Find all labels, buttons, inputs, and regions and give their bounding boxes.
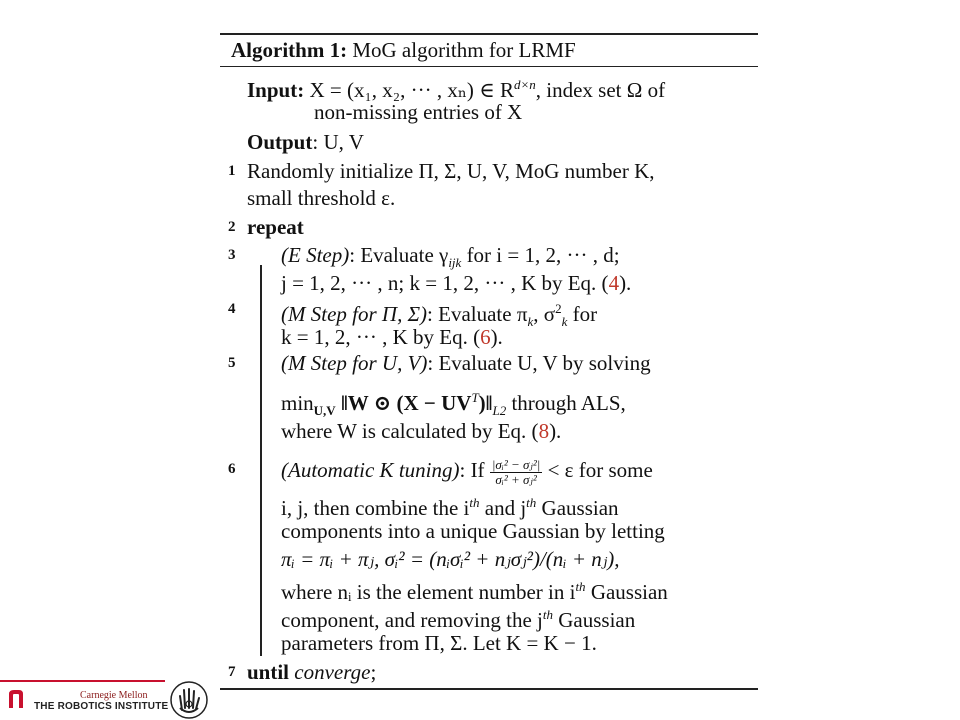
step-6-text-2: i, j, then combine the i	[281, 496, 470, 520]
eq-ref-4[interactable]: 4	[608, 271, 620, 295]
step-4-text: : Evaluate π	[427, 302, 528, 326]
output-label: Output	[247, 130, 313, 154]
step-5-close: ).	[549, 419, 562, 443]
input-line-1: Input: X = (x₁, x₂, ··· , xₙ) ∈ $R^{d\times n}$, index set Ω of	[247, 77, 666, 102]
semicolon: ;	[370, 660, 377, 684]
step-4-sub-sigma: k	[561, 314, 568, 330]
cmu-logo-bar	[0, 680, 165, 682]
fraction-denominator: σᵢ² + σⱼ²	[495, 471, 537, 487]
bottom-rule	[220, 688, 758, 690]
step-6-text-6: component, and removing the j	[281, 608, 543, 632]
cmu-logo-icon	[6, 688, 26, 710]
norm-sub: L2	[492, 403, 507, 419]
step-6-and: and j	[484, 496, 527, 520]
step-3-label: (E Step)	[281, 243, 350, 267]
transpose-sup: T	[471, 390, 479, 405]
step-5-text: : Evaluate U, V by solving	[427, 351, 651, 375]
step-1-line-2: small threshold ε.	[247, 186, 396, 210]
step-3-line-2	[281, 271, 631, 295]
step-6-line-6	[281, 603, 635, 632]
step-5-line-1	[281, 351, 651, 375]
step-6-line-2	[281, 491, 619, 520]
step-3-text-3: j = 1, 2, ··· , n; k = 1, 2, ··· , K by Eq. (	[281, 271, 609, 295]
th-sup-1: th	[469, 495, 480, 510]
step-6-gauss-2: Gaussian	[590, 580, 668, 604]
output-text: : U, V	[312, 130, 364, 154]
step-6-cond: < ε for some	[547, 458, 653, 482]
input-text: X = (x₁, x₂, ··· , xₙ) ∈ R	[309, 78, 514, 102]
eq-ref-6[interactable]: 6	[480, 325, 491, 349]
step-6-line-3: components into a unique Gaussian by letting	[281, 519, 665, 543]
step-6-gauss-3: Gaussian	[558, 608, 636, 632]
step-6-line-5	[281, 575, 668, 604]
step-3-text: : Evaluate γ	[349, 243, 449, 267]
fraction-numerator: |σᵢ² − σⱼ²|	[491, 456, 541, 472]
step-6-line-4: πᵢ = πᵢ + πⱼ, σᵢ² = (nᵢσᵢ² + nⱼσⱼ²)/(nᵢ + nⱼ),	[281, 547, 620, 571]
step-1-line-1: Randomly initialize Π, Σ, U, V, MoG number K,	[247, 159, 655, 183]
output-line	[247, 130, 364, 154]
step-5-label: (M Step for U, V)	[281, 351, 428, 375]
step-6-if: : If	[459, 458, 485, 482]
step-7-line	[247, 660, 376, 684]
step-4-number: 4	[228, 301, 236, 317]
step-4-text-2: k = 1, 2, ··· , K by Eq. (	[281, 325, 481, 349]
step-5-text-3: where W is calculated by Eq. (	[281, 419, 539, 443]
step-2-repeat: repeat	[247, 215, 304, 239]
step-6-gauss: Gaussian	[541, 496, 619, 520]
input-tail: , index set Ω of	[535, 78, 666, 102]
algorithm-title-text: MoG algorithm for LRMF	[352, 38, 576, 62]
converge-text: converge	[294, 660, 371, 684]
step-5-line-3	[281, 419, 561, 443]
until-keyword: until	[247, 660, 290, 684]
step-6-label: (Automatic K tuning)	[281, 458, 460, 482]
min-sub: U,V	[313, 403, 336, 419]
th-sup-4: th	[542, 607, 553, 622]
robotics-institute-name: THE ROBOTICS INSTITUTE	[34, 701, 169, 712]
step-5-number: 5	[228, 355, 236, 371]
step-4-line-1: (M Step for Π, Σ): Evaluate $\pi_k$, $\sigma^2_k$ for	[281, 301, 598, 330]
step-7-number: 7	[228, 664, 236, 680]
step-3-sub: ijk	[448, 255, 462, 271]
th-sup-3: th	[575, 579, 586, 594]
step-4-line-2	[281, 325, 503, 349]
step-4-label: (M Step for Π, Σ)	[281, 302, 428, 326]
robot-hand-logo-icon	[168, 680, 210, 720]
top-rule	[220, 33, 758, 35]
step-4-sigma: , σ	[533, 302, 556, 326]
repeat-block-bar	[260, 265, 262, 656]
step-3-text-2: for i = 1, 2, ··· , d;	[466, 243, 620, 267]
algorithm-title	[231, 38, 576, 63]
step-5-line-2	[281, 386, 626, 423]
step-6-line-7: parameters from Π, Σ. Let K = K − 1.	[281, 631, 597, 655]
norm-close: )‖	[478, 391, 493, 415]
step-6-text-5: where nᵢ is the element number in i	[281, 580, 576, 604]
th-sup-2: th	[526, 495, 537, 510]
step-2-number: 2	[228, 219, 236, 235]
step-3-close: ).	[619, 271, 632, 295]
fraction	[490, 458, 543, 487]
min-operator: min	[281, 391, 314, 415]
algorithm-title-label: Algorithm 1:	[231, 38, 348, 62]
step-1-number: 1	[228, 163, 236, 179]
eq-ref-8[interactable]: 8	[538, 419, 550, 443]
step-4-for: for	[567, 302, 598, 326]
input-label: Input	[247, 78, 298, 102]
step-3-number: 3	[228, 247, 236, 263]
step-4-sub-pi: k	[527, 314, 534, 330]
step-5-als: through ALS,	[511, 391, 626, 415]
step-6-line-1	[281, 453, 653, 487]
title-rule	[220, 66, 758, 67]
input-sup: d×n	[513, 77, 536, 92]
cmu-university-name: Carnegie Mellon	[80, 690, 148, 701]
input-line-2: non-missing entries of X	[314, 100, 523, 124]
step-6-number: 6	[228, 461, 236, 477]
norm-expression: ‖W ⊙ (X − UV	[340, 391, 472, 415]
step-4-close: ).	[490, 325, 503, 349]
